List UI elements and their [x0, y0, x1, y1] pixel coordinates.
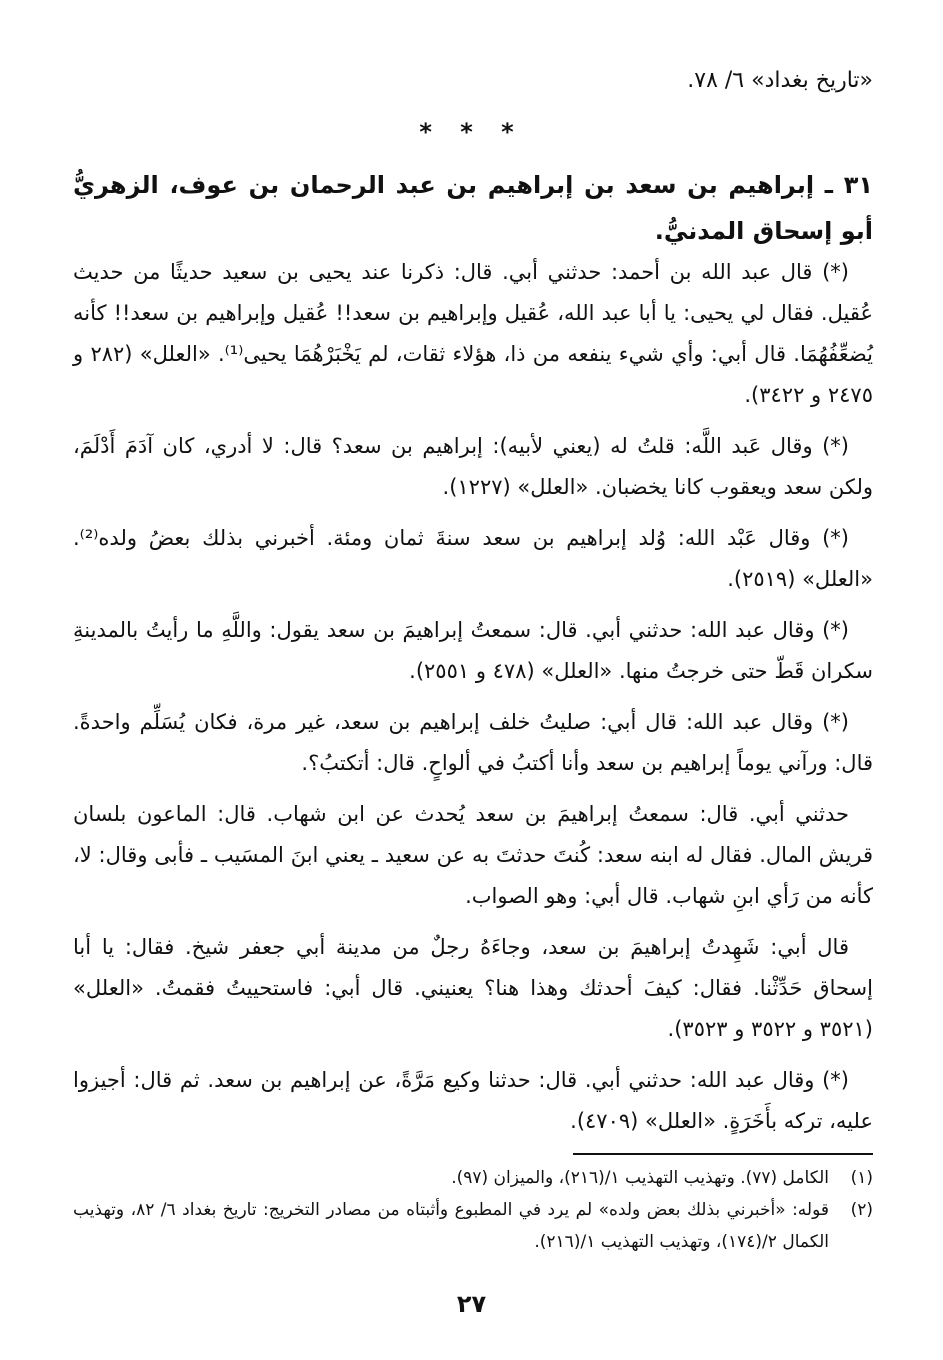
footnote-item — [73, 1194, 873, 1258]
previous-entry-citation: «تاريخ بغداد» ٦/ ٧٨. — [687, 68, 873, 93]
page-number: ٢٧ — [456, 1290, 487, 1318]
paragraph: (*) وقال عَبد اللَّه: قلتُ له (يعني لأبيه): إبراهيم بن سعد؟ قال: لا أدري، كان آدَمَ أَدْلَمَ، ولكن سعد ويعقوب كانا يخضبان. «العلل» (١٢٢٧). — [73, 434, 873, 499]
footnote-number: (٢) — [850, 1200, 873, 1220]
footnote-number: (١) — [850, 1168, 873, 1188]
paragraph: (*) وقال عبد الله: حدثني أبي. قال: حدثنا وكيع مَرَّةً، عن إبراهيم بن سعد. ثم قال: أجيزوا عليه، تركه بأَخَرَةٍ. «العلل» (٤٧٠٩). — [73, 1068, 873, 1133]
entry-heading: ٣١ ـ إبراهيم بن سعد بن إبراهيم بن عبد الرحمان بن عوف، الزهريُّ أبو إسحاق المدنيُّ. — [73, 171, 873, 245]
paragraph: (*) وقال عبد الله: قال أبي: صليتُ خلف إبراهيم بن سعد، غير مرة، فكان يُسَلِّم واحدةً. قال: ورآني يوماً إبراهيم بن سعد وأنا أكتبُ في ألواحٍ. قال: أتكتبُ؟. — [73, 710, 873, 775]
paragraph: (*) وقال عَبْد الله: وُلد إبراهيم بن سعد سنةَ ثمان ومئة. أخبرني بذلك بعضُ ولده⁽²⁾. «العلل» (٢٥١٩). — [73, 526, 873, 591]
footnote-item — [73, 1162, 873, 1194]
entry-body — [73, 252, 873, 1152]
paragraph: (*) وقال عبد الله: حدثني أبي. قال: سمعتُ إبراهيمَ بن سعد يقول: واللَّهِ ما رأيتُ بالمدينةِ سكران قَطّ حتى خرجتُ منها. «العلل» (٤٧٨ و ٢٥٥١). — [73, 618, 873, 683]
paragraph: (*) قال عبد الله بن أحمد: حدثني أبي. قال: ذكرنا عند يحيى بن سعيد حديثًا من حديث عُقيل. فقال لي يحيى: يا أبا عبد الله، عُقيل وإبراهيم بن سعد!! عُقيل وإبراهيم بن سعد!! كأنه يُضعِّفُهُمَا. قال أبي: وأي شيء ينفعه من ذا، هؤلاء ثقات، لم يَخْبَرْهُمَا يحيى⁽¹⁾. «العلل» (٢٨٢ و ٢٤٧٥ و ٣٤٢٢). — [73, 260, 873, 407]
footnote-divider — [573, 1153, 873, 1155]
footnote-text: الكامل (٧٧). وتهذيب التهذيب ١/(٢١٦)، والميزان (٩٧). — [451, 1168, 829, 1188]
section-separator: * * * — [419, 118, 524, 146]
footnotes — [73, 1162, 873, 1258]
paragraph: قال أبي: شَهِدتُ إبراهيمَ بن سعد، وجاءَهُ رجلٌ من مدينة أبي جعفر شيخ. فقال: يا أبا إسحاق حَدِّثْنا. فقال: كيفَ أحدثك وهذا هنا؟ يعنيني. قال أبي: فاستحييتُ فقمتُ. «العلل» (٣٥٢١ و ٣٥٢٢ و ٣٥٢٣). — [73, 935, 873, 1041]
paragraph: حدثني أبي. قال: سمعتُ إبراهيمَ بن سعد يُحدث عن ابن شهاب. قال: الماعون بلسان قريش المال. فقال له ابنه سعد: كُنتَ حدثتَ به عن سعيد ـ يعني ابنَ المسَيب ـ فأبى وقال: لا، كأنه من رَأي ابنِ شهاب. قال أبي: وهو الصواب. — [73, 802, 873, 908]
footnote-text: قوله: «أخبرني بذلك بعض ولده» لم يرد في المطبوع وأثبتاه من مصادر التخريج: تاريخ بغداد ٦/ ٨٢، وتهذيب الكمال ٢/(١٧٤)، وتهذيب التهذيب ١/(٢١٦). — [73, 1200, 830, 1252]
